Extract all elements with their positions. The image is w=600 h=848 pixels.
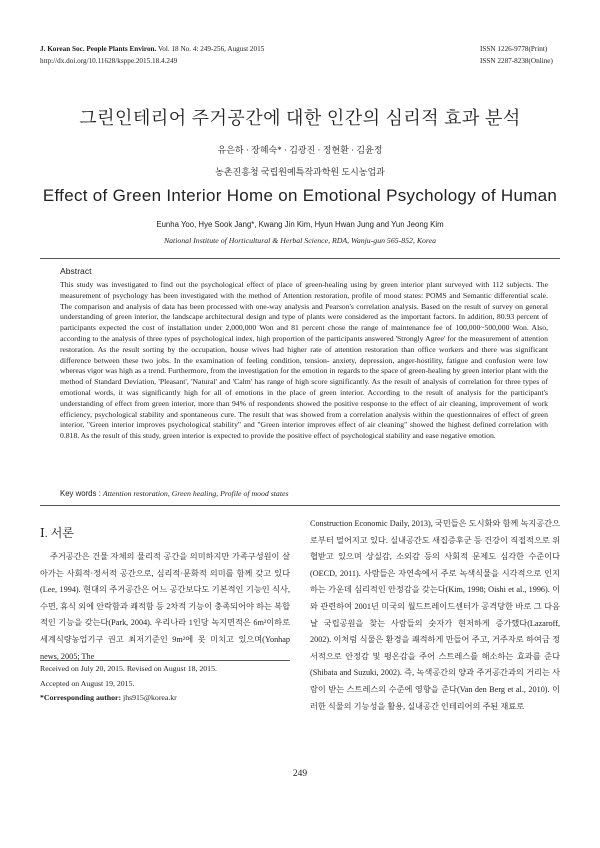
corresponding-author bbox=[40, 691, 217, 706]
intro-paragraph-left: 주거공간은 건물 자체의 물리적 공간을 의미하지만 가족구성원이 살아가는 사회적·정서적 공간으로, 심리적·문화적 의미를 함께 갖고 있다(Lee, 1994). 현대의 주거공간은 어느 공간보다도 기본적인 기능인 식사, 수면, 휴식 외에 안락함과 쾌적함 등 2차적 기능이 충족되어야 하는 복합적인 기능을 갖는다(Park, 2004). 우리나라 1인당 녹지면적은 6m²이하로 세계식량농업기구 권고 최저기준인 9m²에 못 미치고 있으며(Yonhap news, 2005; The bbox=[40, 552, 290, 661]
abstract-bottom-rule bbox=[40, 505, 560, 506]
issn-online: ISSN 2287-8238(Online) bbox=[480, 56, 553, 65]
section-heading-introduction: Ⅰ. 서론 bbox=[40, 526, 74, 540]
issn-print: ISSN 1226-9778(Print) bbox=[480, 45, 548, 53]
title-korean: 그린인테리어 주거공간에 대한 인간의 심리적 효과 분석 bbox=[79, 108, 521, 128]
journal-header bbox=[40, 44, 264, 67]
intro-paragraph-right: Construction Economic Daily, 2013), 국민들은 도시화와 함께 녹지공간으로부터 멀어지고 있다. 실내공간도 새집증후군 등 건강이 직접적으로 위협받고 있으며 상실감, 소외감 등의 사회적 문제도 심각한 수준이다(OECD, 2011). 사람들은 자연속에서 주로 녹색식물을 시각적으로 인지하는 가운데 심리적인 안정감을 갖는다(Kim, 1998; Oishi et al., 1996). 이와 관련하여 2001년 미국의 월드트레이드센터가 공격당한 바로 그 다음날 국립공원을 찾는 사람들의 숫자가 현저하게 증가했다(Lazaroff, 2002). 이처럼 식물은 환경을 쾌적하게 만들어 주고, 거주자로 하여금 정서적으로 안정감 및 평온감을 주어 스트레스를 해소하는 효과를 준다(Shibata and Suzuki, 2002). 즉, 녹색공간의 양과 주거공간과의 거리는 사람이 받는 스트레스의 수준에 영향을 준다(Van den Berg et al., 2010). 이러한 식물의 기능성을 활용, 실내공간 인테리어의 주된 재료로 bbox=[310, 519, 560, 711]
doi-link[interactable]: http://dx.doi.org/10.11628/ksppe.2015.18.4.249 bbox=[40, 56, 178, 65]
page-number: 249 bbox=[292, 769, 308, 779]
corresponding-email[interactable]: jhs915@korea.kr bbox=[123, 693, 177, 702]
abstract-body: This study was investigated to find out the psychological effect of place of green-healing using by green interior plant surveyed with 112 subjects. The measurement of psychology has been investigated with the method of Attention restoration, profile of mood states: POMS and Semantic differential scale. The comparison and analysis of data has been processed with one-way analysis and Pearson's correlation analysis. Based on the result of survey on general understanding of green interior, the landscape architectural design and type of plants were considered as the important factors. In addition, 80.93 percent of participants expected the cost of installation under 2,000,000 Won and 81 percent chose the range of maintenance fee of 100,000~500,000 Won. Also, according to the analysis of three types of psychological index, high proportion of the participants answered 'Strongly Agree' for the measurement of attention restoration. As the result sorting by the occupation, house wives had higher rate of attention restoration than office workers and there was significant difference between these two jobs. In the examination of feeling condition, tension- anxiety, depression, anger-hostility, fatigue and confusion were low whereas vigor was high as a trend. Furthermore, from the investigation for the emotion in regards to the space of green-healing by green interior plant with the method of Standard Deviation, 'Pleasant', 'Natural' and 'Calm' has range of high score significantly. As the result of analysis of correlation for three types of emotional words, it was significantly high for all of emotions in the place of green interior. According to the result of analysis for the participant's understanding of effect from green interior, more than 94% of respondents showed the positive response to the effect of air cleaning, improvement of work efficiency, psychological stability and spontaneous cure. The result that was showed from a correlation analysis within the questionnaires of effect of green interior, "Green interior improves psychological stability" and "Green interior improves effect of air cleaning" showed the highest defined correlation with 0.818. As the result of this study, green interior is expected to provide the positive effect of psychological stability and ease negative emotion. bbox=[60, 280, 549, 441]
body-column-left bbox=[40, 549, 290, 665]
footnotes bbox=[40, 662, 217, 706]
issn-block bbox=[480, 44, 553, 67]
keywords bbox=[60, 489, 289, 498]
body-column-right bbox=[310, 516, 560, 715]
affiliation-korean: 농촌진흥청 국립원예특작과학원 도시농업과 bbox=[215, 167, 385, 177]
title-english: Effect of Green Interior Home on Emotional Psychology of Human bbox=[42, 186, 558, 205]
received-date: Received on July 20, 2015. Revised on August 18, 2015. bbox=[40, 664, 217, 673]
keywords-list: Attention restoration, Green healing, Profile of mood states bbox=[102, 489, 289, 498]
journal-citation bbox=[40, 44, 264, 56]
affiliation-english: National Institute of Horticultural & Herbal Science, RDA, Wanju-gun 565-852, Korea bbox=[163, 236, 437, 245]
footnote-rule bbox=[40, 660, 290, 661]
abstract-label: Abstract bbox=[60, 266, 92, 276]
keywords-label: Key words : bbox=[60, 489, 101, 498]
accepted-date: Accepted on August 19, 2015. bbox=[40, 678, 135, 688]
authors-korean: 유은하 · 장혜숙* · 김광진 · 정현환 · 김윤정 bbox=[217, 145, 383, 155]
corresponding-label: *Corresponding author: bbox=[40, 693, 122, 702]
authors-english: Eunha Yoo, Hye Sook Jang*, Kwang Jin Kim, Hyun Hwan Jung and Yun Jeong Kim bbox=[156, 220, 444, 229]
journal-name: J. Korean Soc. People Plants Environ. bbox=[40, 45, 157, 53]
volume-info: Vol. 18 No. 4: 249-256, August 2015 bbox=[158, 45, 265, 53]
abstract-top-rule bbox=[40, 258, 560, 259]
